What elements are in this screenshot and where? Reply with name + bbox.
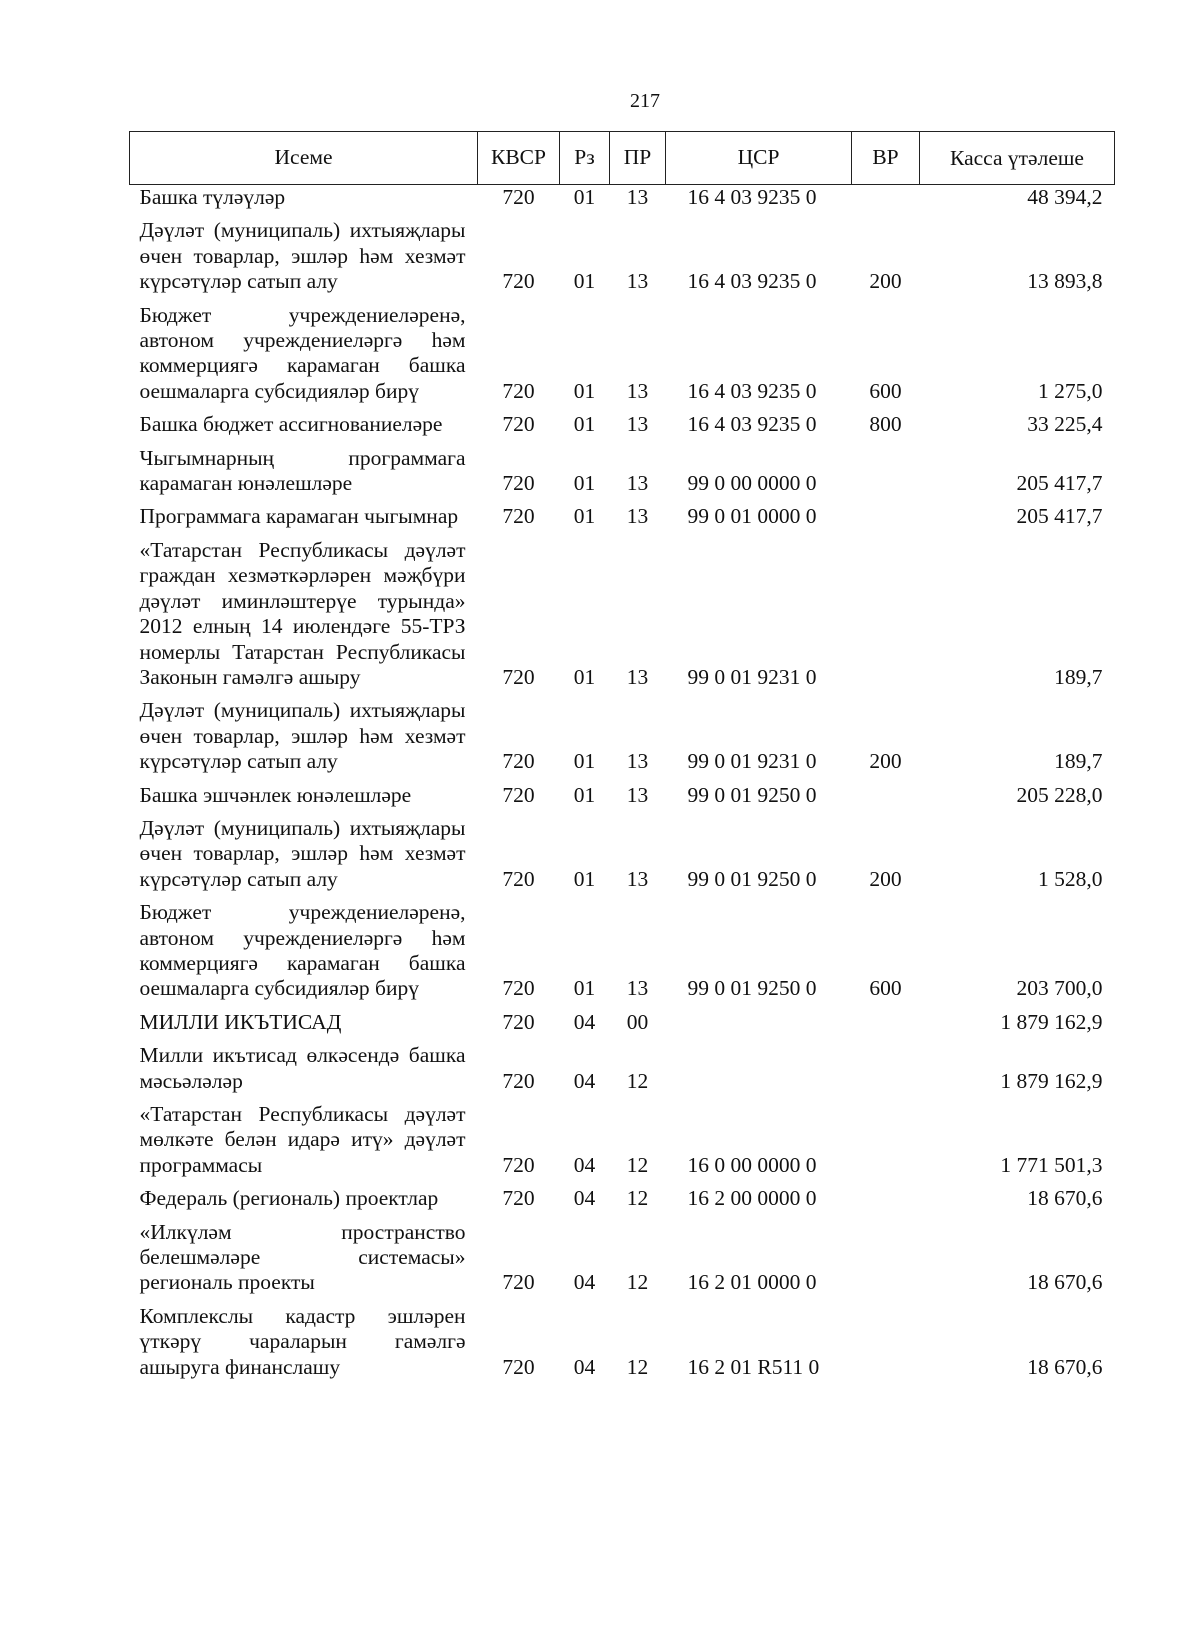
row-pr: 13 (626, 269, 649, 294)
budget-table (129, 131, 1115, 1380)
row-name: Дәүләт (муниципаль) ихтыяҗлары өчен товарлар, эшләр һәм хезмәт күрсәтүләр сатып алу (139, 218, 466, 294)
row-kvsr: 720 (502, 749, 535, 774)
row-name: Чыгымнарның программага карамаган юнәлешләре (139, 445, 466, 496)
row-kvsr: 720 (502, 185, 535, 209)
header-vr: ВР (852, 132, 920, 185)
table-row (130, 892, 1115, 1002)
row-vr (852, 530, 920, 690)
row-kvsr: 720 (502, 1009, 535, 1034)
row-amount: 1 879 162,9 (1000, 1068, 1103, 1093)
row-amount: 18 670,6 (1027, 1270, 1103, 1295)
row-vr: 200 (869, 866, 902, 891)
table-row (130, 210, 1115, 294)
row-csr: 99 0 01 9250 0 (687, 866, 817, 891)
row-vr (852, 1094, 920, 1178)
row-csr: 99 0 00 0000 0 (687, 471, 817, 496)
row-rz: 01 (573, 664, 596, 689)
header-kvsr: КВСР (478, 132, 560, 185)
row-rz: 01 (573, 976, 596, 1001)
row-csr: 99 0 01 9231 0 (687, 664, 817, 689)
header-csr: ЦСР (666, 132, 852, 185)
row-pr: 12 (626, 1186, 649, 1211)
row-vr (852, 1212, 920, 1296)
row-rz: 04 (573, 1068, 596, 1093)
row-name: Бюджет учреждениеләренә, автоном учреждениеләргә һәм коммерциягә карамаган башка оешмаларга субсидияләр бирү (139, 900, 466, 1001)
row-kvsr: 720 (502, 1354, 535, 1379)
row-kvsr: 720 (502, 1068, 535, 1093)
table-row (130, 1094, 1115, 1178)
row-vr: 600 (869, 976, 902, 1001)
row-name: Комплекслы кадастр эшләрен үткәрү чараларын гамәлгә ашыруга финанслашу (139, 1303, 466, 1379)
row-pr: 13 (626, 664, 649, 689)
row-pr: 13 (626, 976, 649, 1001)
row-name: МИЛЛИ ИКЪТИСАД (139, 1009, 342, 1034)
row-amount: 1 879 162,9 (1000, 1009, 1103, 1034)
table-row (130, 1035, 1115, 1094)
table-header-row (130, 132, 1115, 185)
table-row (130, 530, 1115, 690)
row-kvsr: 720 (502, 504, 535, 529)
row-amount: 13 893,8 (1027, 269, 1103, 294)
row-amount: 205 417,7 (1016, 504, 1103, 529)
row-pr: 13 (626, 471, 649, 496)
table-row (130, 496, 1115, 529)
row-vr (852, 438, 920, 497)
row-kvsr: 720 (502, 269, 535, 294)
row-vr (852, 496, 920, 529)
row-name: «Татарстан Республикасы дәүләт граждан хезмәткәрләрен мәҗбүри дәүләт иминләштерүе турында» 2012 елның 14 июлендәге 55-ТРЗ номерлы Татарстан Республикасы Законын гамәлгә ашыру (139, 537, 466, 689)
row-kvsr: 720 (502, 471, 535, 496)
row-csr (666, 1002, 852, 1035)
row-amount: 203 700,0 (1016, 976, 1103, 1001)
row-amount: 48 394,2 (1027, 185, 1103, 209)
row-vr (852, 1296, 920, 1380)
row-rz: 01 (573, 378, 596, 403)
row-pr: 12 (626, 1152, 649, 1177)
row-rz: 01 (573, 749, 596, 774)
row-amount: 33 225,4 (1027, 412, 1103, 437)
row-amount: 189,7 (1054, 664, 1103, 689)
row-pr: 12 (626, 1270, 649, 1295)
row-name: «Татарстан Республикасы дәүләт мөлкәте белән идарә итү» дәүләт программасы (139, 1102, 466, 1177)
row-kvsr: 720 (502, 1270, 535, 1295)
row-pr: 12 (626, 1354, 649, 1379)
header-pr: ПР (610, 132, 666, 185)
row-rz: 04 (573, 1009, 596, 1034)
row-csr: 16 2 01 0000 0 (687, 1270, 817, 1295)
row-csr: 16 0 00 0000 0 (687, 1152, 817, 1177)
row-csr: 16 4 03 9235 0 (687, 412, 817, 437)
row-csr: 16 4 03 9235 0 (687, 185, 817, 209)
row-pr: 13 (626, 749, 649, 774)
row-rz: 01 (573, 866, 596, 891)
row-amount: 205 417,7 (1016, 471, 1103, 496)
row-kvsr: 720 (502, 378, 535, 403)
row-vr: 200 (869, 749, 902, 774)
row-vr (852, 1178, 920, 1211)
row-csr: 16 4 03 9235 0 (687, 269, 817, 294)
row-amount: 205 228,0 (1016, 782, 1103, 807)
row-csr: 16 2 00 0000 0 (687, 1186, 817, 1211)
table-row (130, 404, 1115, 437)
row-kvsr: 720 (502, 412, 535, 437)
row-pr: 13 (626, 378, 649, 403)
row-kvsr: 720 (502, 866, 535, 891)
row-csr: 16 2 01 R511 0 (687, 1354, 820, 1379)
row-vr (852, 1002, 920, 1035)
row-rz: 01 (573, 471, 596, 496)
row-rz: 04 (573, 1354, 596, 1379)
row-csr: 16 4 03 9235 0 (687, 378, 817, 403)
row-name: Башка эшчәнлек юнәлешләре (139, 782, 412, 807)
row-name: «Илкүләм пространство белешмәләре системасы» региональ проекты (139, 1219, 466, 1295)
table-row (130, 690, 1115, 774)
row-kvsr: 720 (502, 976, 535, 1001)
row-pr: 13 (626, 185, 649, 209)
table-row (130, 775, 1115, 808)
row-csr: 99 0 01 9231 0 (687, 749, 817, 774)
row-kvsr: 720 (502, 1152, 535, 1177)
row-name: Милли икътисад өлкәсендә башка мәсьәләләр (139, 1043, 466, 1093)
row-name: Федераль (региональ) проектлар (139, 1186, 439, 1211)
header-name: Исеме (130, 132, 478, 185)
row-name: Бюджет учреждениеләренә, автоном учреждениеләргә һәм коммерциягә карамаган башка оешмаларга субсидияләр бирү (139, 302, 466, 403)
row-vr (852, 1035, 920, 1094)
row-rz: 01 (573, 269, 596, 294)
row-rz: 04 (573, 1270, 596, 1295)
row-vr: 200 (869, 269, 902, 294)
row-csr: 99 0 01 9250 0 (687, 976, 817, 1001)
row-name: Дәүләт (муниципаль) ихтыяҗлары өчен товарлар, эшләр һәм хезмәт күрсәтүләр сатып алу (139, 698, 466, 774)
table-row (130, 1212, 1115, 1296)
row-rz: 04 (573, 1186, 596, 1211)
row-csr: 99 0 01 9250 0 (687, 782, 817, 807)
table-row (130, 438, 1115, 497)
table-body (130, 185, 1115, 1381)
row-csr (666, 1035, 852, 1094)
table-row (130, 295, 1115, 405)
header-amount: Касса үтәлеше (920, 132, 1115, 185)
row-amount: 18 670,6 (1027, 1186, 1103, 1211)
page-number: 217 (630, 90, 660, 112)
table-row (130, 1002, 1115, 1035)
row-kvsr: 720 (502, 782, 535, 807)
row-amount: 189,7 (1054, 749, 1103, 774)
row-name: Башка бюджет ассигнованиеләре (139, 412, 443, 437)
row-rz: 01 (573, 504, 596, 529)
row-pr: 13 (626, 782, 649, 807)
row-kvsr: 720 (502, 664, 535, 689)
row-pr: 12 (626, 1068, 649, 1093)
row-name: Программага карамаган чыгымнар (139, 504, 459, 529)
row-pr: 13 (626, 866, 649, 891)
row-pr: 13 (626, 504, 649, 529)
row-pr: 00 (626, 1009, 649, 1034)
row-rz: 04 (573, 1152, 596, 1177)
row-vr: 600 (869, 378, 902, 403)
row-amount: 1 275,0 (1038, 378, 1103, 403)
row-vr (852, 185, 920, 211)
row-amount: 1 528,0 (1038, 866, 1103, 891)
table-row (130, 1178, 1115, 1211)
row-vr (852, 775, 920, 808)
row-kvsr: 720 (502, 1186, 535, 1211)
table-row (130, 185, 1115, 211)
row-rz: 01 (573, 185, 596, 209)
row-vr: 800 (869, 412, 902, 437)
table-row (130, 808, 1115, 892)
row-amount: 1 771 501,3 (1000, 1152, 1103, 1177)
row-amount: 18 670,6 (1027, 1354, 1103, 1379)
row-rz: 01 (573, 782, 596, 807)
row-pr: 13 (626, 412, 649, 437)
row-name: Дәүләт (муниципаль) ихтыяҗлары өчен товарлар, эшләр һәм хезмәт күрсәтүләр сатып алу (139, 815, 466, 891)
row-csr: 99 0 01 0000 0 (687, 504, 817, 529)
header-rz: Рз (560, 132, 610, 185)
row-name: Башка түләүләр (139, 185, 286, 209)
row-rz: 01 (573, 412, 596, 437)
table-row (130, 1296, 1115, 1380)
